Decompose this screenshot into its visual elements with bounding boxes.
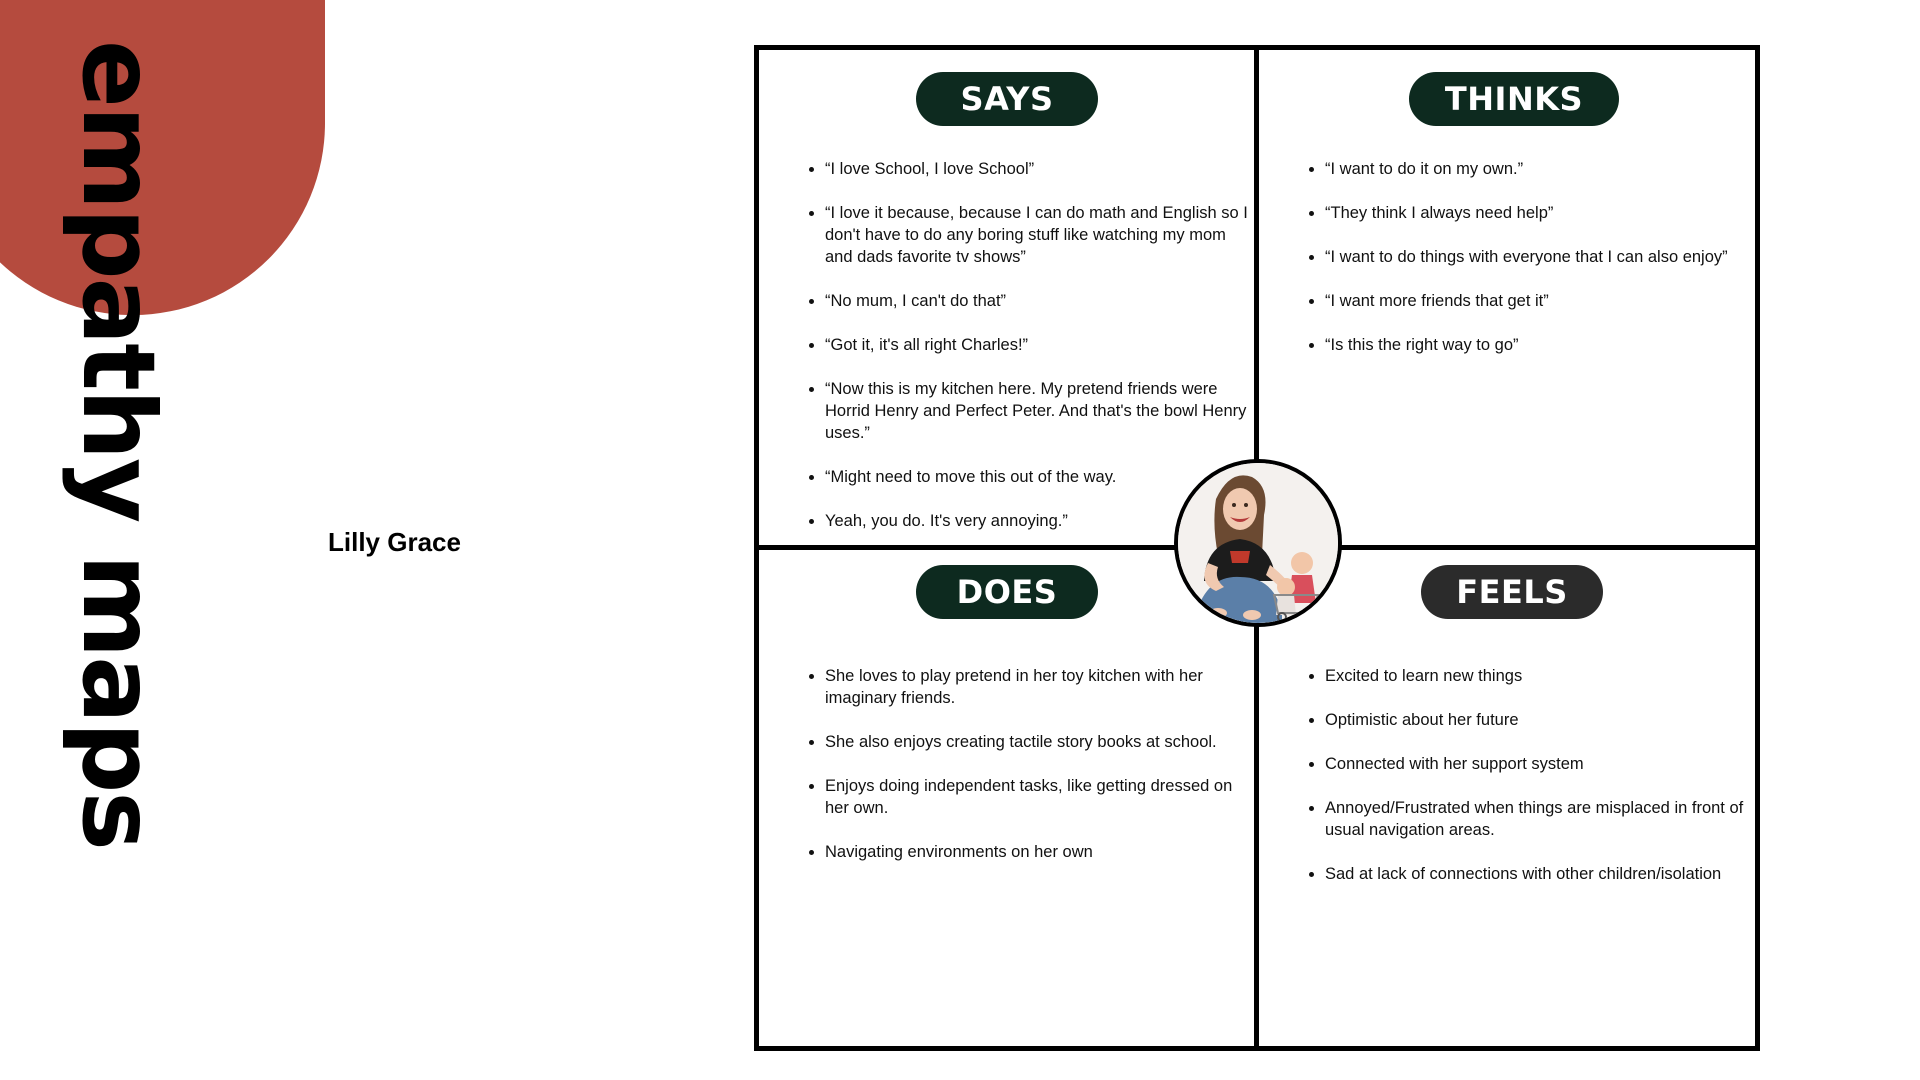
thinks-list (1307, 158, 1747, 378)
list-item: • Navigating environments on her own (825, 841, 1246, 863)
does-quadrant (759, 548, 1257, 1046)
persona-photo (1174, 459, 1342, 627)
says-heading: SAYS (916, 72, 1098, 126)
says-quadrant (759, 50, 1257, 548)
list-item: • “Now this is my kitchen here. My pretend friends were Horrid Henry and Perfect Peter. And that's the bowl Henry uses.” (825, 378, 1254, 444)
list-item: • She also enjoys creating tactile story books at school. (825, 731, 1246, 753)
list-item: • “No mum, I can't do that” (825, 290, 1254, 312)
does-list (807, 665, 1246, 885)
list-item: • Connected with her support system (1325, 753, 1747, 775)
feels-list (1307, 665, 1747, 907)
list-item: • “I love School, I love School” (825, 158, 1254, 180)
feels-heading: FEELS (1421, 565, 1603, 619)
list-item: • “I want to do things with everyone that I can also enjoy” (1325, 246, 1747, 268)
list-item: • Enjoys doing independent tasks, like getting dressed on her own. (825, 775, 1246, 819)
list-item: • “Might need to move this out of the way. (825, 466, 1254, 488)
says-list (807, 158, 1254, 554)
list-item: • “They think I always need help” (1325, 202, 1747, 224)
list-item: • Annoyed/Frustrated when things are misplaced in front of usual navigation areas. (1325, 797, 1747, 841)
list-item: • Excited to learn new things (1325, 665, 1747, 687)
list-item: • “Is this the right way to go” (1325, 334, 1747, 356)
does-heading: DOES (916, 565, 1098, 619)
thinks-quadrant (1257, 50, 1755, 548)
persona-name: Lilly Grace (328, 527, 461, 557)
list-item: • “I want to do it on my own.” (1325, 158, 1747, 180)
thinks-heading: THINKS (1409, 72, 1619, 126)
list-item: • Sad at lack of connections with other children/isolation (1325, 863, 1747, 885)
list-item: • She loves to play pretend in her toy kitchen with her imaginary friends. (825, 665, 1246, 709)
list-item: • “I love it because, because I can do math and English so I don't have to do any boring stuff like watching my mom and dads favorite tv shows” (825, 202, 1254, 268)
page-title: empathy maps (60, 40, 177, 849)
list-item: • “I want more friends that get it” (1325, 290, 1747, 312)
child-with-dolls-photo-icon (1178, 463, 1338, 623)
list-item: • Yeah, you do. It's very annoying.” (825, 510, 1254, 532)
list-item: • “Got it, it's all right Charles!” (825, 334, 1254, 356)
list-item: • Optimistic about her future (1325, 709, 1747, 731)
feels-quadrant (1257, 548, 1755, 1046)
